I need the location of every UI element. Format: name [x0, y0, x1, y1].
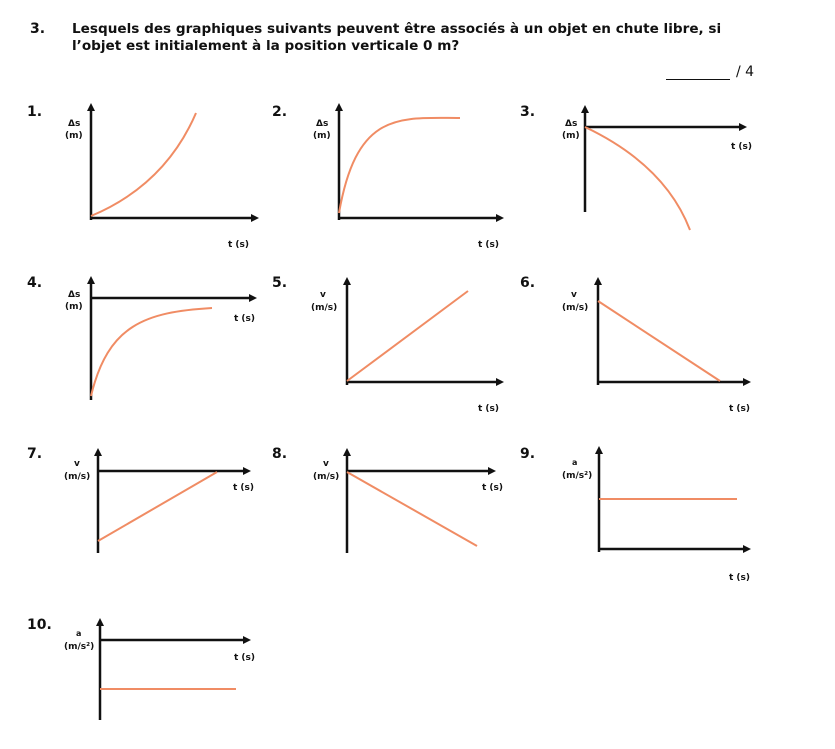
graph-10: [64, 621, 255, 720]
graph-10-y-unit: (m/s²): [64, 642, 95, 652]
graph-6-y-var: v: [571, 290, 577, 300]
graph-3-x-label: t (s): [731, 142, 753, 152]
graph-3-y-var: Δs: [565, 119, 578, 129]
graph-2-y-var: Δs: [316, 119, 329, 129]
graph-7-y-unit: (m/s): [64, 472, 91, 482]
graph-1-y-var: Δs: [68, 119, 81, 129]
graph-1-y-unit: (m): [65, 131, 83, 141]
graph-4-y-var: Δs: [68, 290, 81, 300]
graph-8-curve: [347, 472, 477, 546]
graph-10-y-var: a: [76, 629, 82, 638]
graph-5: [311, 280, 501, 414]
graph-9: [562, 449, 750, 583]
graph-2-x-label: t (s): [478, 240, 500, 250]
graph-number-6: 6.: [520, 275, 536, 291]
graph-9-y-unit: (m/s²): [562, 471, 593, 481]
graph-3-curve: [585, 127, 690, 230]
graph-number-8: 8.: [272, 446, 288, 462]
graph-1: [65, 106, 256, 250]
graph-7-y-var: v: [74, 459, 80, 469]
graph-7-x-label: t (s): [233, 483, 255, 493]
graph-number-3: 3.: [520, 104, 536, 120]
graph-5-y-unit: (m/s): [311, 303, 338, 313]
graph-2-y-unit: (m): [313, 131, 331, 141]
graph-2: [313, 106, 501, 250]
graph-6-curve: [598, 301, 720, 381]
graph-number-4: 4.: [27, 275, 43, 291]
graph-4: [65, 279, 255, 400]
graph-5-curve: [347, 291, 468, 381]
graph-number-2: 2.: [272, 104, 288, 120]
graph-1-curve: [91, 113, 196, 216]
graph-8-y-var: v: [323, 459, 329, 469]
graph-10-x-label: t (s): [234, 653, 256, 663]
graph-number-5: 5.: [272, 275, 288, 291]
graph-8-x-label: t (s): [482, 483, 504, 493]
graph-8: [313, 451, 503, 553]
graph-3-y-unit: (m): [562, 131, 580, 141]
graph-6-x-label: t (s): [729, 404, 751, 414]
graph-5-x-label: t (s): [478, 404, 500, 414]
graph-1-x-label: t (s): [228, 240, 250, 250]
graph-number-7: 7.: [27, 446, 43, 462]
graph-number-9: 9.: [520, 446, 536, 462]
graph-8-y-unit: (m/s): [313, 472, 340, 482]
graph-6: [562, 280, 750, 414]
graph-4-y-unit: (m): [65, 302, 83, 312]
graph-5-y-var: v: [320, 290, 326, 300]
graph-9-y-var: a: [572, 458, 578, 467]
graph-4-x-label: t (s): [234, 314, 256, 324]
graph-3: [562, 108, 752, 230]
graph-2-curve: [339, 118, 460, 213]
graph-7-curve: [98, 472, 217, 541]
question-number: 3.: [30, 21, 46, 37]
score-total: / 4: [736, 64, 755, 80]
question-text: Lesquels des graphiques suivants peuvent être associés à un objet en chute libre, si l’objet est initialement à la position verticale 0 m?: [72, 21, 722, 54]
graph-number-1: 1.: [27, 104, 43, 120]
graph-4-curve: [91, 308, 212, 396]
graph-6-y-unit: (m/s): [562, 303, 589, 313]
graph-7: [64, 451, 254, 553]
graph-number-10: 10.: [27, 617, 52, 633]
graph-9-x-label: t (s): [729, 573, 751, 583]
